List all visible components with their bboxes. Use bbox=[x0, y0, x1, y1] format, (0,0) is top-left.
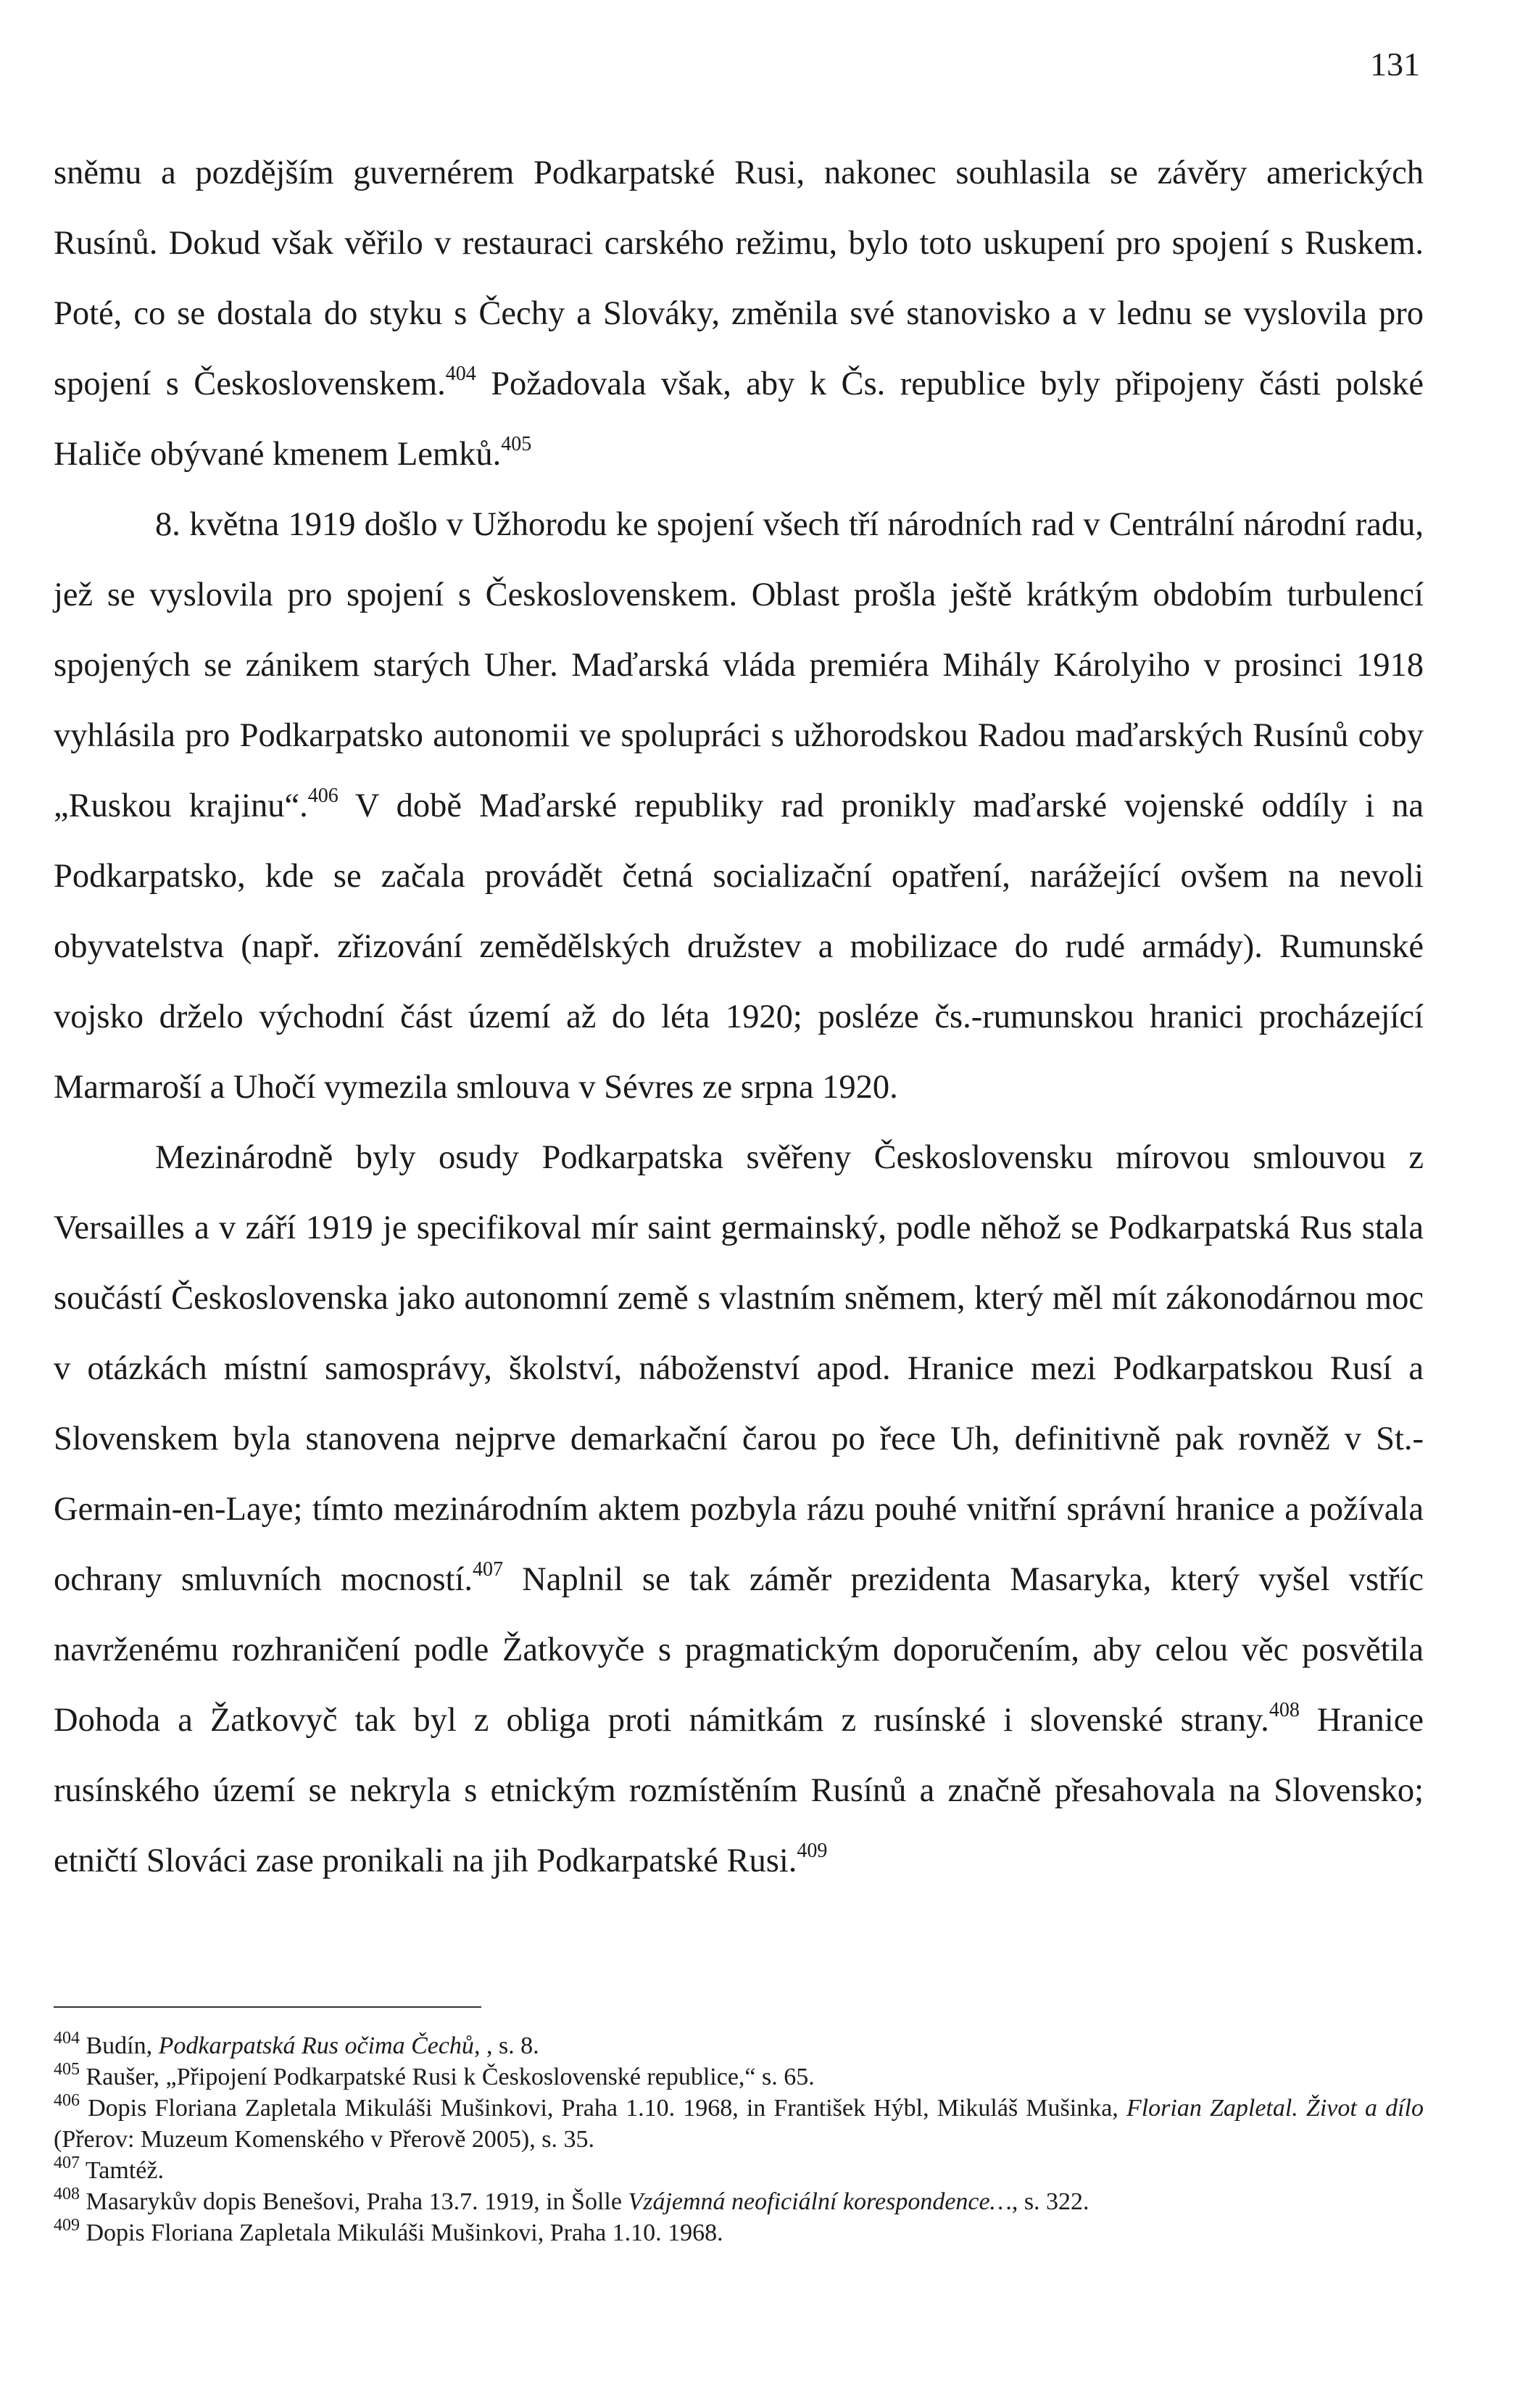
footnote-407: $^{407}$ Tamtéž. bbox=[54, 2153, 164, 2184]
paragraph-1: sněmu a pozdějším guvernérem Podkarpatské Rusi, nakonec souhlasila se závěry amerických Rusínů. Dokud však věřilo v restauraci carského režimu, bylo toto uskupení pro spojení s Ruskem. Poté, co se dostala do styku s Čechy a Slováky, změnila své stanovisko a v lednu se vyslovila pro spojení s Československem.$^{404}$ Požadovala však, aby k Čs. republice byly připojeny části polské Haliče obývané kmenem Lemků.$^{405}$ bbox=[54, 154, 1424, 473]
footnote-409: $^{409}$ Dopis Floriana Zapletala Mikuláši Mušinkovi, Praha 1.10. 1968. bbox=[54, 2216, 723, 2246]
footnote-404: $^{404}$ Budín, Podkarpatská Rus očima Čechů, , s. 8. bbox=[54, 2029, 539, 2059]
footnote-ref-408: 408 bbox=[1269, 1699, 1300, 1721]
footnote-ref-406: 406 bbox=[307, 785, 339, 807]
footnote-408: $^{408}$ Masarykův dopis Benešovi, Praha 13.7. 1919, in Šolle Vzájemná neoficiální korespondence…, s. 322. bbox=[54, 2185, 1089, 2215]
footnote-ref-404: 404 bbox=[445, 363, 476, 385]
footnote-405: $^{405}$ Raušer, „Připojení Podkarpatské Rusi k Československé republice,“ s. 65. bbox=[54, 2060, 815, 2090]
footnote-406: $^{406}$ Dopis Floriana Zapletala Mikuláši Mušinkovi, Praha 1.10. 1968, in František Hýbl, Mikuláš Mušinka, Florian Zapletal. Život a dílo (Přerov: Muzeum Komenského v Přerově 2005), s. 35. bbox=[54, 2091, 1424, 2153]
footnote-ref-407: 407 bbox=[473, 1558, 504, 1581]
paragraph-2: 8. května 1919 došlo v Užhorodu ke spojení všech tří národních rad v Centrální národní radu, jež se vyslovila pro spojení s Československem. Oblast prošla ještě krátkým obdobím turbulencí spojených se zánikem starých Uher. Maďarská vláda premiéra Mihály Károlyiho v prosinci 1918 vyhlásila pro Podkarpatsko autonomii ve spolupráci s užhorodskou Radou maďarských Rusínů coby „Ruskou krajinu“.$^{406}$ V době Maďarské republiky rad pronikly maďarské vojenské oddíly i na Podkarpatsko, kde se začala provádět četná socializační opatření, narážející ovšem na nevoli obyvatelstva (např. zřizování zemědělských družstev a mobilizace do rudé armády). Rumunské vojsko drželo východní část území až do léta 1920; posléze čs.-rumunskou hranici procházející Marmaroší a Uhočí vymezila smlouva v Sévres ze srpna 1920. bbox=[54, 506, 1424, 1106]
paragraph-3: Mezinárodně byly osudy Podkarpatska svěřeny Československu mírovou smlouvou z Versailles a v září 1919 je specifikoval mír saint germainský, podle něhož se Podkarpatská Rus stala součástí Československa jako autonomní země s vlastním sněmem, který měl mít zákonodárnou moc v otázkách místní samosprávy, školství, náboženství apod. Hranice mezi Podkarpatskou Rusí a Slovenskem byla stanovena nejprve demarkační čarou po řece Uh, definitivně pak rovněž v St.-Germain-en-Laye; tímto mezinárodním aktem pozbyla rázu pouhé vnitřní správní hranice a požívala ochrany smluvních mocností.$^{407}$ Naplnil se tak záměr prezidenta Masaryka, který vyšel vstříc navrženému rozhraničení podle Žatkovyče s pragmatickým doporučením, aby celou věc posvětila Dohoda a Žatkovyč tak byl z obliga proti námitkám z rusínské i slovenské strany.$^{408}$ Hranice rusínského území se nekryla s etnickým rozmístěním Rusínů a značně přesahovala na Slovensko; etničtí Slováci zase pronikali na jih Podkarpatské Rusi.$^{409}$ bbox=[54, 1139, 1424, 1879]
footnote-ref-405: 405 bbox=[501, 433, 532, 455]
body-text bbox=[54, 138, 1424, 1896]
page-number: 131 bbox=[1370, 46, 1420, 83]
footnotes bbox=[54, 2030, 1424, 2248]
footnote-ref-409: 409 bbox=[797, 1840, 828, 1862]
footnote-separator bbox=[54, 2006, 481, 2008]
